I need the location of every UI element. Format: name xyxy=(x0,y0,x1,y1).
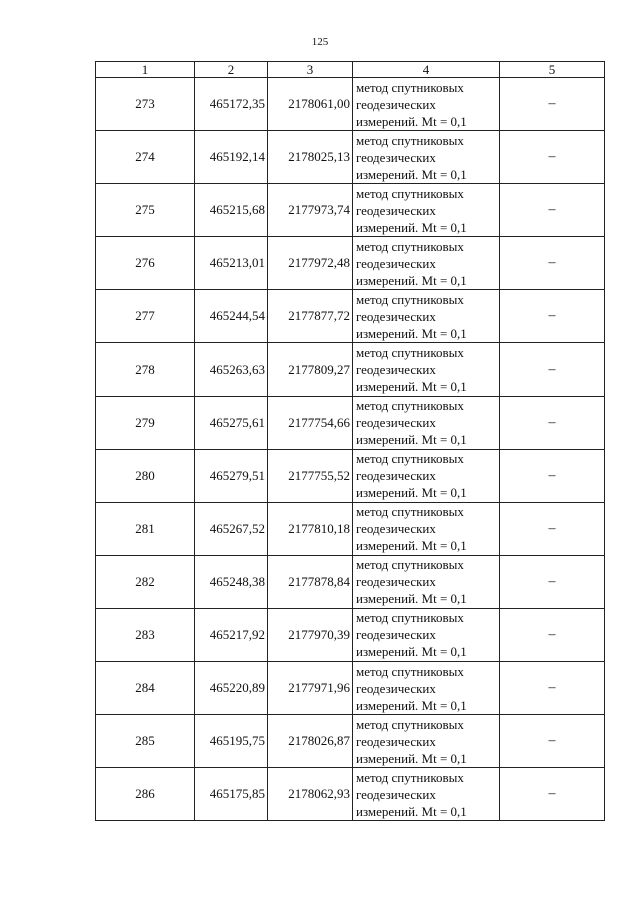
x-coordinate-cell: 465244,54 xyxy=(195,290,268,343)
method-cell xyxy=(353,555,500,608)
table-row xyxy=(96,555,605,608)
x-coordinate-cell: 465172,35 xyxy=(195,78,268,131)
y-coordinate-cell: 2177755,52 xyxy=(268,449,353,502)
method-line: метод спутниковых xyxy=(356,769,464,785)
point-number-cell: 281 xyxy=(96,502,195,555)
note-cell: – xyxy=(500,290,605,343)
method-cell xyxy=(353,237,500,290)
x-coordinate-cell: 465195,75 xyxy=(195,715,268,768)
note-cell: – xyxy=(500,184,605,237)
method-cell xyxy=(353,131,500,184)
header-col-4: 4 xyxy=(353,62,500,78)
method-line: геодезических xyxy=(356,521,436,537)
table-row xyxy=(96,768,605,821)
point-number-cell: 280 xyxy=(96,449,195,502)
point-number-cell: 285 xyxy=(96,715,195,768)
method-line: метод спутниковых xyxy=(356,663,464,679)
table-row xyxy=(96,715,605,768)
method-line: геодезических xyxy=(356,415,436,431)
note-cell: – xyxy=(500,768,605,821)
page-number: 125 xyxy=(311,36,329,48)
y-coordinate-cell: 2177970,39 xyxy=(268,608,353,661)
table-row xyxy=(96,78,605,131)
x-coordinate-cell: 465263,63 xyxy=(195,343,268,396)
table-body xyxy=(96,78,605,821)
method-line: измерений. Mt = 0,1 xyxy=(356,803,467,819)
note-cell: – xyxy=(500,396,605,449)
method-cell xyxy=(353,78,500,131)
y-coordinate-cell: 2177754,66 xyxy=(268,396,353,449)
point-number-cell: 273 xyxy=(96,78,195,131)
note-cell: – xyxy=(500,237,605,290)
header-col-5: 5 xyxy=(500,62,605,78)
method-cell xyxy=(353,343,500,396)
method-line: измерений. Mt = 0,1 xyxy=(356,272,467,288)
point-number-cell: 283 xyxy=(96,608,195,661)
point-number-cell: 286 xyxy=(96,768,195,821)
note-cell: – xyxy=(500,502,605,555)
y-coordinate-cell: 2177972,48 xyxy=(268,237,353,290)
method-line: метод спутниковых xyxy=(356,185,464,201)
method-line: метод спутниковых xyxy=(356,345,464,361)
note-cell: – xyxy=(500,608,605,661)
point-number-cell: 278 xyxy=(96,343,195,396)
y-coordinate-cell: 2177973,74 xyxy=(268,184,353,237)
x-coordinate-cell: 465213,01 xyxy=(195,237,268,290)
method-line: измерений. Mt = 0,1 xyxy=(356,166,467,182)
note-cell: – xyxy=(500,343,605,396)
table-row xyxy=(96,343,605,396)
method-line: измерений. Mt = 0,1 xyxy=(356,379,467,395)
method-line: измерений. Mt = 0,1 xyxy=(356,538,467,554)
point-number-cell: 276 xyxy=(96,237,195,290)
x-coordinate-cell: 465220,89 xyxy=(195,662,268,715)
x-coordinate-cell: 465267,52 xyxy=(195,502,268,555)
table-header xyxy=(96,62,605,78)
note-cell: – xyxy=(500,78,605,131)
method-line: измерений. Mt = 0,1 xyxy=(356,697,467,713)
header-col-3: 3 xyxy=(268,62,353,78)
method-line: геодезических xyxy=(356,96,436,112)
point-number-cell: 279 xyxy=(96,396,195,449)
note-cell: – xyxy=(500,555,605,608)
method-cell xyxy=(353,502,500,555)
method-line: измерений. Mt = 0,1 xyxy=(356,485,467,501)
table-row xyxy=(96,608,605,661)
y-coordinate-cell: 2177971,96 xyxy=(268,662,353,715)
point-number-cell: 282 xyxy=(96,555,195,608)
method-line: метод спутниковых xyxy=(356,79,464,95)
x-coordinate-cell: 465192,14 xyxy=(195,131,268,184)
method-cell xyxy=(353,184,500,237)
method-cell xyxy=(353,662,500,715)
table-row xyxy=(96,131,605,184)
method-line: метод спутниковых xyxy=(356,716,464,732)
point-number-cell: 275 xyxy=(96,184,195,237)
note-cell: – xyxy=(500,131,605,184)
method-line: геодезических xyxy=(356,149,436,165)
y-coordinate-cell: 2177877,72 xyxy=(268,290,353,343)
point-number-cell: 277 xyxy=(96,290,195,343)
x-coordinate-cell: 465175,85 xyxy=(195,768,268,821)
x-coordinate-cell: 465215,68 xyxy=(195,184,268,237)
note-cell: – xyxy=(500,449,605,502)
coordinates-table xyxy=(95,61,605,821)
method-line: геодезических xyxy=(356,680,436,696)
method-cell xyxy=(353,608,500,661)
method-line: геодезических xyxy=(356,468,436,484)
table-row xyxy=(96,184,605,237)
note-cell: – xyxy=(500,715,605,768)
y-coordinate-cell: 2177809,27 xyxy=(268,343,353,396)
method-line: геодезических xyxy=(356,786,436,802)
method-line: метод спутниковых xyxy=(356,132,464,148)
point-number-cell: 274 xyxy=(96,131,195,184)
x-coordinate-cell: 465248,38 xyxy=(195,555,268,608)
table-row xyxy=(96,502,605,555)
method-line: геодезических xyxy=(356,362,436,378)
method-cell xyxy=(353,290,500,343)
method-cell xyxy=(353,768,500,821)
method-line: геодезических xyxy=(356,733,436,749)
table-row xyxy=(96,290,605,343)
method-cell xyxy=(353,715,500,768)
method-line: метод спутниковых xyxy=(356,610,464,626)
method-line: геодезических xyxy=(356,574,436,590)
method-line: измерений. Mt = 0,1 xyxy=(356,219,467,235)
y-coordinate-cell: 2178026,87 xyxy=(268,715,353,768)
y-coordinate-cell: 2178062,93 xyxy=(268,768,353,821)
method-line: метод спутниковых xyxy=(356,398,464,414)
y-coordinate-cell: 2177878,84 xyxy=(268,555,353,608)
method-line: измерений. Mt = 0,1 xyxy=(356,591,467,607)
header-col-1: 1 xyxy=(96,62,195,78)
method-line: метод спутниковых xyxy=(356,557,464,573)
header-row xyxy=(96,62,605,78)
method-line: метод спутниковых xyxy=(356,451,464,467)
method-line: измерений. Mt = 0,1 xyxy=(356,432,467,448)
method-line: геодезических xyxy=(356,255,436,271)
y-coordinate-cell: 2177810,18 xyxy=(268,502,353,555)
method-line: метод спутниковых xyxy=(356,504,464,520)
y-coordinate-cell: 2178061,00 xyxy=(268,78,353,131)
method-line: измерений. Mt = 0,1 xyxy=(356,325,467,341)
method-line: измерений. Mt = 0,1 xyxy=(356,113,467,129)
method-line: геодезических xyxy=(356,202,436,218)
table-row xyxy=(96,237,605,290)
method-line: геодезических xyxy=(356,627,436,643)
x-coordinate-cell: 465279,51 xyxy=(195,449,268,502)
method-line: метод спутниковых xyxy=(356,291,464,307)
method-cell xyxy=(353,396,500,449)
y-coordinate-cell: 2178025,13 xyxy=(268,131,353,184)
table-row xyxy=(96,662,605,715)
table-row xyxy=(96,449,605,502)
x-coordinate-cell: 465217,92 xyxy=(195,608,268,661)
header-col-2: 2 xyxy=(195,62,268,78)
method-line: геодезических xyxy=(356,308,436,324)
method-line: измерений. Mt = 0,1 xyxy=(356,644,467,660)
table-row xyxy=(96,396,605,449)
point-number-cell: 284 xyxy=(96,662,195,715)
method-line: измерений. Mt = 0,1 xyxy=(356,750,467,766)
note-cell: – xyxy=(500,662,605,715)
x-coordinate-cell: 465275,61 xyxy=(195,396,268,449)
method-cell xyxy=(353,449,500,502)
method-line: метод спутниковых xyxy=(356,238,464,254)
